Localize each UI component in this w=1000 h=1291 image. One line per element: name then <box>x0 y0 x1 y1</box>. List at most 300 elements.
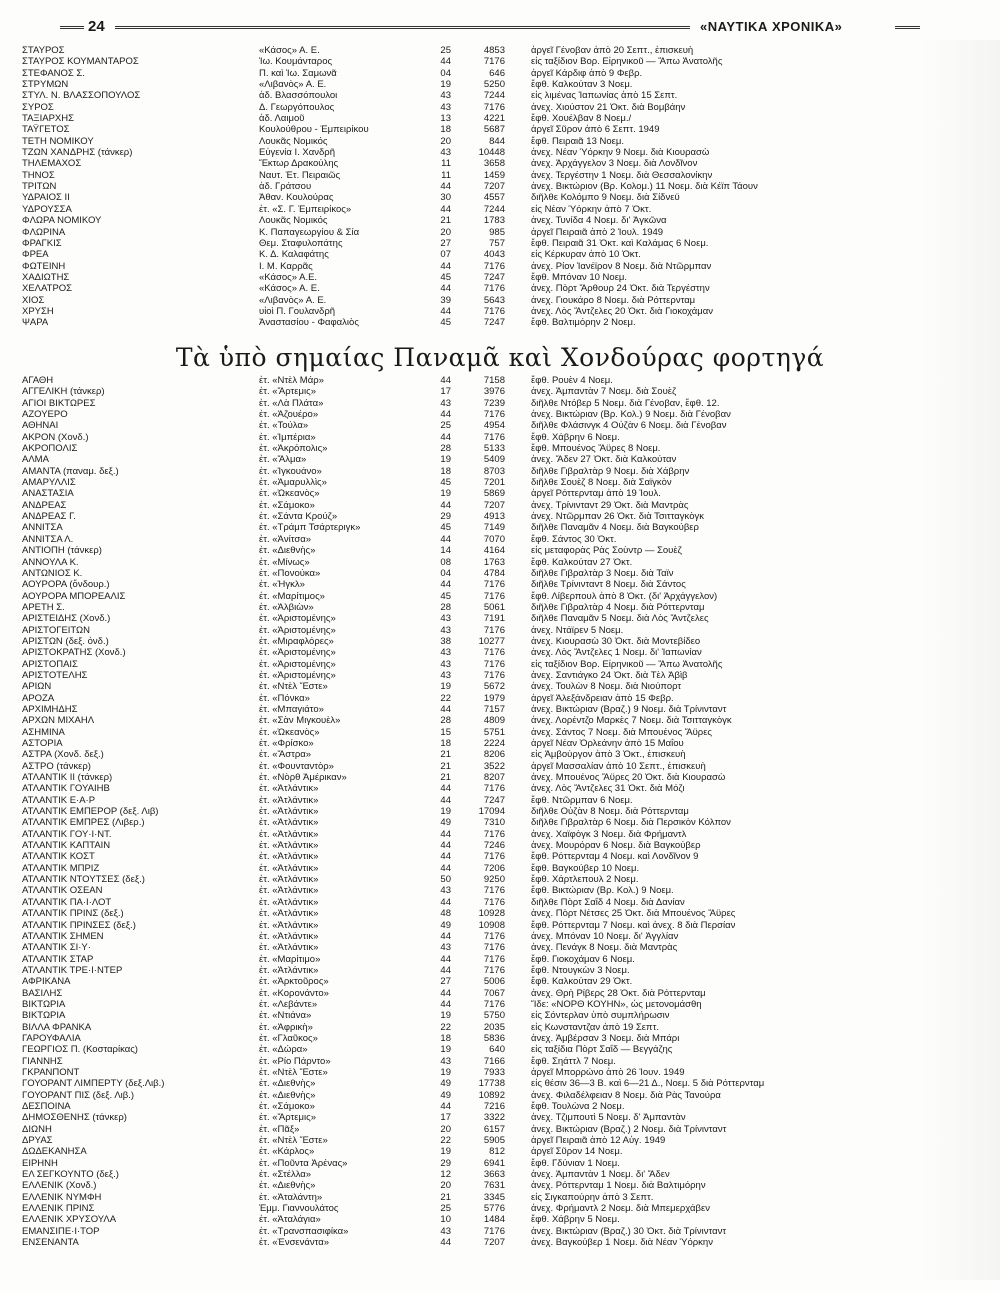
ship-owner: ἐτ. «Ἀριστομένης» <box>259 658 336 670</box>
ship-status: ἀνεχ. Γιουκάρο 8 Νοεμ. διὰ Ρόττερνταμ <box>531 294 696 306</box>
ship-owner: υἱοὶ Π. Γουλανδρῆ <box>259 305 336 317</box>
ship-row <box>22 636 922 647</box>
ship-row <box>22 386 922 397</box>
ship-name: ΑΡΙΣΤΟΓΕΙΤΩΝ <box>22 624 91 636</box>
ship-row <box>22 874 922 885</box>
ship-name: ΣΤΥΛ. Ν. ΒΛΑΣΣΟΠΟΥΛΟΣ <box>22 90 141 102</box>
ship-tonnage: 7176 <box>483 56 505 68</box>
ship-code: 43 <box>440 658 451 670</box>
ship-tonnage: 7176 <box>483 953 505 965</box>
ship-row <box>22 1124 922 1135</box>
ship-status: ἔφθ. Χάβρην 6 Νοεμ. <box>531 431 620 443</box>
ship-name: ΑΝΤΩΝΙΟΣ Κ. <box>22 567 83 579</box>
ship-status: εἰς Κέρκυραν ἀπὸ 10 Ὀκτ. <box>531 249 641 261</box>
ship-row <box>22 192 922 203</box>
ship-status: ἀργεῖ Πειραιᾶ ἀπὸ 12 Αὐγ. 1949 <box>531 1135 666 1147</box>
ship-owner: ἐτ. «Διεθνὴς» <box>259 545 316 557</box>
ship-owner: Κουλούθρου - Ἐμπειρίκου <box>259 124 369 136</box>
ship-row <box>22 56 922 67</box>
ship-row <box>22 976 922 987</box>
ship-code: 19 <box>440 1066 451 1078</box>
ship-row <box>22 454 922 465</box>
ship-name: ΑΚΡΟΝ (Χονδ.) <box>22 431 89 443</box>
ship-tonnage: 4221 <box>483 113 505 125</box>
ship-status: διῆλθε Πὸρτ Σαΐδ 4 Νοεμ. διὰ Δανίαν <box>531 896 685 908</box>
ship-tonnage: 4853 <box>483 45 505 56</box>
ship-row <box>22 795 922 806</box>
ship-row <box>22 443 922 454</box>
ship-name: ΑΣΤΡΑ (Χονδ. δεξ.) <box>22 749 104 761</box>
ship-owner: Ἕκτωρ Δρακούλης <box>259 158 339 170</box>
ship-code: 43 <box>440 885 451 897</box>
ship-row <box>22 851 922 862</box>
ship-owner: ἐτ. «Κορονάντο» <box>259 987 329 999</box>
ship-code: 43 <box>440 624 451 636</box>
greek-flag-fleet-table <box>22 45 922 329</box>
magazine-title: «ΝΑΥΤΙΚΑ ΧΡΟΝΙΚΑ» <box>700 19 843 34</box>
ship-row <box>22 727 922 738</box>
ship-owner: ἐτ. «Σάμοκο» <box>259 499 315 511</box>
ship-tonnage: 640 <box>489 1044 505 1056</box>
ship-name: ΒΙΚΤΩΡΙΑ <box>22 998 66 1010</box>
ship-tonnage: 985 <box>489 226 505 238</box>
ship-code: 19 <box>440 79 451 91</box>
ship-name: ΑΤΛΑΝΤΙΚ Ε·Α·Ρ <box>22 794 96 806</box>
ship-tonnage: 5776 <box>483 1203 505 1215</box>
ship-row <box>22 772 922 783</box>
ship-code: 08 <box>440 556 451 568</box>
ship-status: ἀργεῖ Σῦρον ἀπὸ 6 Σεπτ. 1949 <box>531 124 660 136</box>
ship-tonnage: 3663 <box>483 1169 505 1181</box>
ship-tonnage: 8207 <box>483 772 505 784</box>
ship-owner: ἐτ. «Μίνως» <box>259 556 310 568</box>
ship-owner: ἐτ. «Στέλλα» <box>259 1169 312 1181</box>
ship-row <box>22 181 922 192</box>
ship-owner: ἐτ. «Ἀριστομένης» <box>259 613 336 625</box>
ship-tonnage: 7176 <box>483 783 505 795</box>
ship-name: ΓΑΡΟΥΦΑΛΙΑ <box>22 1032 81 1044</box>
ship-name: ΑΡΙΣΤΟΠΑΙΣ <box>22 658 78 670</box>
ship-owner: Ἀναστασίου - Φαφαλιὸς <box>259 317 359 329</box>
ship-row <box>22 1203 922 1214</box>
ship-code: 11 <box>441 169 451 181</box>
ship-status: ἀνεχ. Χιούστον 21 Ὀκτ. διὰ Βομβάην <box>531 101 686 113</box>
ship-code: 44 <box>440 533 451 545</box>
ship-status: ἔφθ. Καλκούταν 27 Ὀκτ. <box>531 556 633 568</box>
ship-row <box>22 1010 922 1021</box>
ship-tonnage: 17094 <box>478 806 505 818</box>
ship-owner: ἐτ. «Ὠκεανὸς» <box>259 726 320 738</box>
ship-row <box>22 931 922 942</box>
ship-name: ΧΕΛΑΤΡΟΣ <box>22 283 73 295</box>
ship-owner: ἐτ. «Ἀτλάντικ» <box>259 874 319 886</box>
ship-status: ἀνεχ. Σάντος 7 Νοεμ. διὰ Μπουένος Ἄϋρες <box>531 726 713 738</box>
ship-row <box>22 1192 922 1203</box>
ship-status: διῆλθε Τρίνινταντ 8 Νοεμ. διὰ Σάντος <box>531 579 686 591</box>
ship-name: ΦΛΩΡΑ ΝΟΜΙΚΟΥ <box>22 215 102 227</box>
ship-status: ἀνεχ. Βικτώριαν (Βραζ.) 2 Νοεμ. διὰ Τρίνινταντ <box>531 1123 727 1135</box>
ship-owner: ἐτ. «Τούλα» <box>259 420 309 432</box>
ship-owner: ἐτ. «Ἀτλάντικ» <box>259 851 319 863</box>
ship-code: 44 <box>440 375 451 386</box>
ship-name: ΔΗΜΟΣΘΕΝΗΣ (τάνκερ) <box>22 1112 127 1124</box>
ship-row <box>22 147 922 158</box>
ship-code: 20 <box>440 1123 451 1135</box>
ship-name: ΑΝΝΙΤΣΑ <box>22 522 63 534</box>
ship-owner: «Κάσος» Α.Ε. <box>259 271 318 283</box>
ship-row <box>22 1135 922 1146</box>
ship-code: 48 <box>440 908 451 920</box>
ship-status: διῆλθε Οὐζὰν 8 Νοεμ. διὰ Ρόττερνταμ <box>531 806 689 818</box>
ship-code: 38 <box>440 635 451 647</box>
ship-name: ΕΛΛΕΝΙΚ ΧΡΥΣΟΥΛΑ <box>22 1214 117 1226</box>
ship-code: 44 <box>440 851 451 863</box>
ship-status: ἀνεχ. Ρίον Ἰανέϊρον 8 Νοεμ. διὰ Ντῶρμπαν <box>531 260 712 272</box>
ship-status: ἔφθ. Βαγκούβερ 10 Νοεμ. <box>531 862 640 874</box>
ship-status: ἀνεχ. Πὸρτ Νέτσες 25 Ὀκτ. διὰ Μπουένος Ἄϋρες <box>531 908 736 920</box>
ship-tonnage: 4913 <box>483 511 505 523</box>
ship-row <box>22 511 922 522</box>
ship-status: ἀνεχ. Τζιμπουτὶ 5 Νοεμ. δ' Ἀμπαντὰν <box>531 1112 686 1124</box>
ship-name: ΑΜΑΝΤΑ (παναμ. δεξ.) <box>22 465 119 477</box>
ship-code: 19 <box>440 454 451 466</box>
ship-code: 15 <box>440 726 451 738</box>
ship-name: ΦΛΩΡΙΝΑ <box>22 226 66 238</box>
ship-row <box>22 1180 922 1191</box>
ship-owner: ἐτ. «Ἰμπέρια» <box>259 431 316 443</box>
ship-row <box>22 158 922 169</box>
ship-name: ΑΣΗΜΙΝΑ <box>22 726 65 738</box>
ship-row <box>22 704 922 715</box>
ship-status: ἔφθ. Σάντος 30 Ὀκτ. <box>531 533 617 545</box>
ship-status: ἀργεῖ Ἀλεξάνδρειαν ἀπὸ 15 Φεβρ. <box>531 692 674 704</box>
ship-status: ἀνεχ. Βικτώριαν (Βρ. Κολ.) 9 Νοεμ. διὰ Γένοβαν <box>531 409 731 421</box>
ship-status: διῆλθε Ντόβερ 5 Νοεμ. διὰ Γένοβαν, ἔφθ. 12. <box>531 397 720 409</box>
ship-row <box>22 420 922 431</box>
ship-code: 29 <box>440 1157 451 1169</box>
ship-name: ΔΩΔΕΚΑΝΗΣΑ <box>22 1146 87 1158</box>
ship-code: 21 <box>440 760 451 772</box>
ship-tonnage: 7247 <box>483 271 505 283</box>
ship-name: ΑΤΛΑΝΤΙΚ ΠΑ·Ι·ΛΟΤ <box>22 896 112 908</box>
ship-status: ἀνεχ. Μουρόραν 6 Νοεμ. διὰ Βαγκούβερ <box>531 840 701 852</box>
ship-owner: Ἀθαν. Κουλούρας <box>259 192 334 204</box>
ship-owner: ἐτ. «Ντὲλ Μάρ» <box>259 375 324 386</box>
ship-owner: ἐτ. «Μαρίτιμο» <box>259 953 321 965</box>
ship-tonnage: 10277 <box>478 635 505 647</box>
ship-name: ΑΣΤΡΟ (τάνκερ) <box>22 760 91 772</box>
ship-owner: ἐτ. «Λὰ Πλάτα» <box>259 397 324 409</box>
ship-tonnage: 5006 <box>483 976 505 988</box>
ship-row <box>22 295 922 306</box>
ship-code: 25 <box>440 45 451 56</box>
ship-code: 12 <box>440 1169 451 1181</box>
ship-code: 44 <box>440 260 451 272</box>
ship-code: 44 <box>440 283 451 295</box>
ship-name: ΑΚΡΟΠΟΛΙΣ <box>22 443 78 455</box>
ship-tonnage: 7176 <box>483 885 505 897</box>
ship-code: 10 <box>440 1214 451 1226</box>
ship-status: εἰς ταξίδια Πὸρτ Σαΐδ — Βεγγάζης <box>531 1044 673 1056</box>
ship-code: 43 <box>440 647 451 659</box>
ship-row <box>22 806 922 817</box>
ship-tonnage: 7201 <box>483 477 505 489</box>
ship-status: ἀργεῖ Μπορρώνο ἀπὸ 26 Ἰουν. 1949 <box>531 1066 685 1078</box>
ship-code: 04 <box>440 67 451 79</box>
ship-tonnage: 7067 <box>483 987 505 999</box>
ship-row <box>22 954 922 965</box>
ship-name: ΤΡΙΤΩΝ <box>22 181 57 193</box>
ship-row <box>22 477 922 488</box>
ship-tonnage: 4557 <box>483 192 505 204</box>
ship-tonnage: 7176 <box>483 101 505 113</box>
ship-code: 22 <box>440 692 451 704</box>
ship-name: ΑΦΡΙΚΑΝΑ <box>22 976 71 988</box>
ship-row <box>22 1022 922 1033</box>
ship-owner: ἐτ. «Ἀρκτοῦρος» <box>259 976 329 988</box>
ship-row <box>22 1237 922 1248</box>
ship-name: ΔΡΥΑΣ <box>22 1135 53 1147</box>
ship-name: ΑΤΛΑΝΤΙΚ ΣΤΑΡ <box>22 953 94 965</box>
ship-code: 43 <box>440 669 451 681</box>
ship-name: ΑΤΛΑΝΤΙΚ ΠΡΙΝΣΕΣ (δεξ.) <box>22 919 136 931</box>
ship-name: ΑΝΤΙΟΠΗ (τάνκερ) <box>22 545 102 557</box>
ship-tonnage: 7239 <box>483 397 505 409</box>
ship-row <box>22 1112 922 1123</box>
ship-owner: ἐτ. «Ἀτλάντικ» <box>259 942 319 954</box>
ship-code: 44 <box>440 953 451 965</box>
ship-code: 44 <box>440 783 451 795</box>
ship-owner: ἐτ. «Ἀτλάντικ» <box>259 919 319 931</box>
ship-code: 43 <box>440 90 451 102</box>
ship-code: 21 <box>440 749 451 761</box>
ship-code: 25 <box>440 420 451 432</box>
ship-status: ἔφθ. Χάβρην 5 Νοεμ. <box>531 1214 620 1226</box>
ship-status: ἀνεχ. Τεργέστην 1 Νοεμ. διὰ Θεσσαλονίκην <box>531 169 713 181</box>
ship-tonnage: 7631 <box>483 1180 505 1192</box>
ship-name: ΑΖΟΥΕΡΟ <box>22 409 68 421</box>
ship-row <box>22 113 922 124</box>
ship-owner: ἐτ. «Ἀμαρυλλὶς» <box>259 477 327 489</box>
ship-name: ΑΡΙΣΤΟΚΡΑΤΗΣ (Χονδ.) <box>22 647 126 659</box>
ship-row <box>22 1146 922 1157</box>
ship-owner: Κ. Παπαγεωργίου & Σία <box>259 226 360 238</box>
ship-name: ΨΑΡΑ <box>22 317 49 329</box>
ship-row <box>22 1067 922 1078</box>
ship-owner: ἐτ. «Ἀριστομένης» <box>259 669 336 681</box>
ship-row <box>22 215 922 226</box>
ship-name: ΕΝΣΕΝΑΝΤΑ <box>22 1237 79 1249</box>
ship-row <box>22 840 922 851</box>
ship-owner: Θεμ. Σταφυλοπάτης <box>259 237 343 249</box>
ship-name: ΑΡΙΩΝ <box>22 681 52 693</box>
ship-row <box>22 90 922 101</box>
ship-owner: ἐτ. «Νὸρθ Ἀμέρικαν» <box>259 772 347 784</box>
ship-code: 44 <box>440 828 451 840</box>
ship-status: ἀνεχ. Λὸς Ἄντζελες 31 Ὀκτ. διὰ Μόζι <box>531 783 685 795</box>
ship-tonnage: 3522 <box>483 760 505 772</box>
ship-name: ΤΕΤΗ ΝΟΜΙΚΟΥ <box>22 135 94 147</box>
ship-row <box>22 1226 922 1237</box>
ship-tonnage: 1459 <box>483 169 505 181</box>
ship-status: εἰς λιμένας Ἰαπωνίας ἀπὸ 15 Σεπτ. <box>531 90 678 102</box>
ship-row <box>22 693 922 704</box>
ship-code: 22 <box>440 1135 451 1147</box>
ship-row <box>22 749 922 760</box>
ship-name: ΓΚΡΑΝΠΟΝΤ <box>22 1066 80 1078</box>
ship-status: ἔφθ. Βικτώριαν (Βρ. Κολ.) 9 Νοεμ. <box>531 885 674 897</box>
ship-row <box>22 1169 922 1180</box>
ship-status: εἰς ταξίδιον Βορ. Εἰρηνικοῦ — Ἄπω Ἀνατολῆς <box>531 658 723 670</box>
ship-name: ΣΤΑΥΡΟΣ ΚΟΥΜΑΝΤΑΡΟΣ <box>22 56 139 68</box>
ship-tonnage: 7244 <box>483 203 505 215</box>
ship-code: 44 <box>440 431 451 443</box>
ship-tonnage: 7176 <box>483 828 505 840</box>
ship-row <box>22 317 922 328</box>
ship-code: 45 <box>440 590 451 602</box>
ship-code: 19 <box>440 1010 451 1022</box>
ship-name: ΦΡΕΑ <box>22 249 49 261</box>
ship-status: εἰς ταξίδιον Βορ. Εἰρηνικοῦ — Ἄπω Ἀνατολῆς <box>531 56 723 68</box>
ship-owner: ἐτ. «Ἀτλάντικ» <box>259 783 319 795</box>
ship-status: ἀνεχ. Σαντιάγκο 24 Ὀκτ. διὰ Τὲλ Ἀβὶβ <box>531 669 688 681</box>
ship-tonnage: 812 <box>489 1146 505 1158</box>
ship-status: ἔφθ. Σηάττλ 7 Νοεμ. <box>531 1055 616 1067</box>
ship-owner: ἐτ. «Γλαῦκος» <box>259 1032 318 1044</box>
ship-code: 17 <box>440 1112 451 1124</box>
ship-owner: ἐτ. «Μαρίτιμος» <box>259 590 325 602</box>
ship-owner: ἐτ. «Ἀριστομένης» <box>259 624 336 636</box>
ship-name: ΒΑΣΙΛΗΣ <box>22 987 63 999</box>
ship-code: 28 <box>440 601 451 613</box>
ship-code: 29 <box>440 511 451 523</box>
ship-status: ἔφθ. Ρουὲν 4 Νοεμ. <box>531 375 613 386</box>
ship-code: 43 <box>440 397 451 409</box>
ship-status: ἔφθ. Βαλτιμόρην 2 Νοεμ. <box>531 317 636 329</box>
ship-row <box>22 579 922 590</box>
ship-name: ΑΤΛΑΝΤΙΚ ΠΡΙΝΣ (δεξ.) <box>22 908 124 920</box>
page-number: 24 <box>88 18 105 35</box>
ship-status: διῆλθε Φλάσινγκ 4 Οὐζὰν 6 Νοεμ. διὰ Γένοβαν <box>531 420 727 432</box>
ship-code: 07 <box>440 249 451 261</box>
ship-row <box>22 999 922 1010</box>
ship-row <box>22 283 922 294</box>
ship-status: ἀνεχ. Ντάϊρεν 5 Νοεμ. <box>531 624 624 636</box>
ship-owner: Εὐγενία Ι. Χανδρῆ <box>259 147 335 159</box>
ship-name: ΧΡΥΣΗ <box>22 305 54 317</box>
ship-status: ἀνεχ. Βαγκούβερ 1 Νοεμ. διὰ Νέαν Ὑόρκην <box>531 1237 713 1249</box>
ship-status: ἔφθ. Γιοκοχάμαν 6 Νοεμ. <box>531 953 635 965</box>
ship-tonnage: 7176 <box>483 658 505 670</box>
ship-name: ΓΟΥΟΡΑΝΤ ΠΙΣ (δεξ. Λιβ.) <box>22 1089 135 1101</box>
ship-owner: ἐτ. «Ἀφρικὴ» <box>259 1021 313 1033</box>
ship-status: διῆλθε Παναμᾶν 4 Νοεμ. διὰ Βαγκούβερ <box>531 522 699 534</box>
ship-owner: ἐτ. «Διεθνὴς» <box>259 1078 316 1090</box>
ship-name: ΧΑΔΙΩΤΗΣ <box>22 271 70 283</box>
ship-owner: ἐτ. «Ἀτλάντικ» <box>259 817 319 829</box>
ship-status: ἀργεῖ Σῦρον 14 Νοεμ. <box>531 1146 623 1158</box>
ship-tonnage: 7176 <box>483 431 505 443</box>
ship-status: ἀνεχ. Λὸς Ἄντζελες 1 Νοεμ. δι' Ἰαπωνίαν <box>531 647 702 659</box>
ship-code: 17 <box>440 386 451 398</box>
ship-row <box>22 715 922 726</box>
ship-tonnage: 6157 <box>483 1123 505 1135</box>
ship-row <box>22 45 922 56</box>
ship-owner: ἐτ. «Ἀταλάγια» <box>259 1214 321 1226</box>
ship-owner: Λουκᾶς Νομικός <box>259 215 328 227</box>
ship-code: 44 <box>440 896 451 908</box>
ship-tonnage: 7176 <box>483 260 505 272</box>
ship-tonnage: 3345 <box>483 1191 505 1203</box>
ship-name: ΑΤΛΑΝΤΙΚ ΤΡΕ·Ι·ΝΤΕΡ <box>22 964 123 976</box>
ship-status: ἀνεχ. Κιουρασὼ 30 Ὀκτ. διὰ Μοντεβίδεο <box>531 635 701 647</box>
ship-row <box>22 238 922 249</box>
ship-tonnage: 7176 <box>483 590 505 602</box>
ship-tonnage: 10908 <box>478 919 505 931</box>
ship-tonnage: 7176 <box>483 896 505 908</box>
ship-code: 19 <box>440 1044 451 1056</box>
ship-name: ΑΝΔΡΕΑΣ Γ. <box>22 511 76 523</box>
ship-code: 43 <box>440 1055 451 1067</box>
ship-code: 44 <box>440 409 451 421</box>
ship-code: 18 <box>440 465 451 477</box>
ship-owner: ἐτ. «Κάρλος» <box>259 1146 315 1158</box>
ship-owner: ἐτ. «Σάμοκο» <box>259 1101 315 1112</box>
ship-row <box>22 545 922 556</box>
ship-owner: Λουκᾶς Νομικός <box>259 135 328 147</box>
ship-name: ΑΛΜΑ <box>22 454 49 466</box>
ship-tonnage: 8206 <box>483 749 505 761</box>
ship-owner: ἐτ. «Ἄρτεμις» <box>259 386 316 398</box>
ship-code: 18 <box>440 1032 451 1044</box>
ship-tonnage: 2224 <box>483 738 505 749</box>
ship-tonnage: 7158 <box>483 375 505 386</box>
ship-status: ἀνεχ. Βικτώριαν (Βραζ.) 9 Νοεμ. διὰ Τρίνινταντ <box>531 703 727 715</box>
ship-owner: ἐτ. «Τρανσπασιφίκα» <box>259 1225 349 1237</box>
ship-owner: ἐτ. «Μιραφλόρες» <box>259 635 334 647</box>
ship-status: διῆλθε Γιβραλτὰρ 3 Νοεμ. διὰ Ταϊν <box>531 567 674 579</box>
ship-owner: ἐτ. «Διεθνὴς» <box>259 1089 316 1101</box>
ship-code: 39 <box>440 294 451 306</box>
ship-row <box>22 534 922 545</box>
ship-name: ΑΡΧΙΜΗΔΗΣ <box>22 703 78 715</box>
ship-tonnage: 4043 <box>483 249 505 261</box>
ship-name: ΑΡΙΣΤΩΝ (δεξ. ὀνδ.) <box>22 635 109 647</box>
section-heading: Τὰ ὑπὸ σημαίας Παναμᾶ καὶ Χονδούρας φορτηγά <box>175 343 825 372</box>
ship-name: ΤΗΝΟΣ <box>22 169 55 181</box>
ship-name: ΑΟΥΡΟΡΑ (ὄνδουρ.) <box>22 579 110 591</box>
header-rule-left <box>60 26 84 29</box>
ship-row <box>22 613 922 624</box>
ship-tonnage: 1979 <box>483 692 505 704</box>
ship-tonnage: 1783 <box>483 215 505 227</box>
ship-tonnage: 7207 <box>483 181 505 193</box>
ship-tonnage: 7246 <box>483 840 505 852</box>
ship-name: ΔΙΩΝΗ <box>22 1123 52 1135</box>
ship-tonnage: 7176 <box>483 283 505 295</box>
ship-tonnage: 5643 <box>483 294 505 306</box>
ship-status: ἔφθ. Πειραιᾶ 13 Νοεμ. <box>531 135 625 147</box>
ship-tonnage: 5905 <box>483 1135 505 1147</box>
ship-code: 49 <box>440 1089 451 1101</box>
ship-tonnage: 5750 <box>483 1010 505 1022</box>
page-header <box>60 16 920 42</box>
ship-status: εἰς Ἀμβούργον ἀπὸ 3 Ὀκτ., ἐπισκευὴ <box>531 749 686 761</box>
ship-owner: ἀδ. Βλασσόπουλοι <box>259 90 338 102</box>
ship-status: ἔφθ. Καλκούταν 3 Νοεμ. <box>531 79 633 91</box>
ship-tonnage: 1484 <box>483 1214 505 1226</box>
ship-tonnage: 5250 <box>483 79 505 91</box>
